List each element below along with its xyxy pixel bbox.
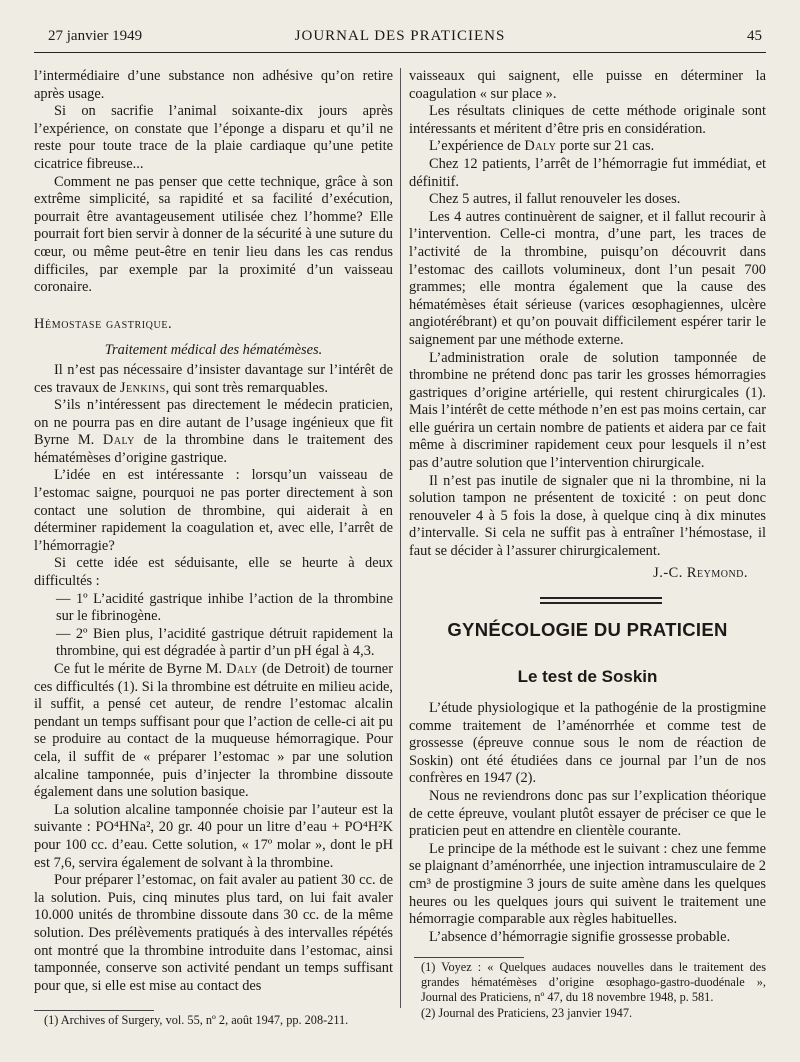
journal-title: JOURNAL DES PRATICIENS — [294, 28, 506, 44]
paragraph: Il n’est pas inutile de signaler que ni la thrombine, ni la solution tampon ne présentent de toxicité : on peut donc renouveler 4 à 5 fois la dose, à quelque cinq à dix minutes d’intervalle. Si cela ne suffit pas à entraîner l’hémostase, il faut se décider à l’assurer chirurgicalement. — [409, 472, 766, 560]
page-number: 45 — [747, 28, 762, 44]
text-run: , qui sont très remarquables. — [165, 379, 328, 396]
paragraph: Les 4 autres continuèrent de saigner, et il fallut recourir à l’intervention. Celle-ci montra, d’une part, les traces de l’activité de la thrombine, puisqu’on découvrit dans l’estomac des caillots volumineux, dont l’un pesait 700 grammes; elle montra également que la cause des hématémèses était sérieuse (varices œsophagiennes, ulcère angiotérébrant) et qu’on pouvait difficilement espérer tarir le saignement par une méthode externe. — [409, 208, 766, 348]
text-run: Il n’est pas nécessaire d’insister davantage sur l’intérêt de ces travaux de — [34, 361, 393, 396]
paragraph: L’étude physiologique et la pathogénie de la prostigmine comme traitement de l’aménorrhée et comme test de grossesse (épreuve connue sous le nom de réaction de Soskin) ont été étudiées dans ce journal par l’un de nos confrères en 1947 (2). — [409, 700, 766, 787]
list-item: — 1º L’acidité gastrique inhibe l’action de la thrombine sur le fibrinogène. — [56, 590, 393, 625]
footnote-left — [44, 1013, 394, 1028]
footnotes-right — [409, 960, 766, 1021]
footnote: (1) Voyez : « Quelques audaces nouvelles dans le traitement des grandes hématémèses d’origine œsophago-gastro-duodénale », Journal des Praticiens, nº 47, du 18 novembre 1948, p. 581. — [421, 960, 766, 1004]
author-name: Daly — [226, 661, 259, 677]
paragraph: Pour préparer l’estomac, on fait avaler au patient 30 cc. de la solution. Puis, cinq minutes plus tard, on lui fait avaler 10.000 unités de thrombine dissoute dans 30 cc. de la même solution. Des prélèvements pratiqués à des intervalles répétés ont montré que la thrombine introduite dans l’estomac, ainsi tamponnée, conserve son activité pendant un temps suffisant pour que, si elle est mise au contact des — [34, 872, 393, 994]
paragraph: La solution alcaline tamponnée choisie par l’auteur est la suivante : PO⁴HNa², 20 gr. 40 pour un litre d’eau + PO⁴H²K pour 100 cc. d’eau. Cette solution, « 17º molar », dont le pH est 7,6, servira également de solvant à la thrombine. — [34, 801, 393, 871]
page-header — [38, 26, 762, 48]
issue-date: 27 janvier 1949 — [48, 28, 143, 44]
paragraph: l’intermédiaire d’une substance non adhésive qu’on retire après usage. — [34, 68, 393, 102]
paragraph — [34, 362, 393, 397]
column-divider — [400, 68, 401, 1008]
paragraph: Chez 12 patients, l’arrêt de l’hémorragie fut immédiat, et définitif. — [409, 155, 766, 190]
paragraph: Nous ne reviendrons donc pas sur l’explication théorique de cette épreuve, voulant plutôt essayer de préciser ce que le praticien peut en attendre en clientèle courante. — [409, 787, 766, 840]
paragraph: Chez 5 autres, il fallut renouveler les doses. — [429, 191, 681, 208]
paragraph: Si cette idée est séduisante, elle se heurte à deux difficultés : — [34, 555, 393, 590]
article-title: Le test de Soskin — [517, 667, 658, 686]
subheading-traitement: Traitement médical des hématémèses. — [104, 342, 323, 359]
section-title: GYNÉCOLOGIE DU PRATICIEN — [447, 619, 728, 640]
header-rule — [34, 52, 766, 53]
paragraph: vaisseaux qui saignent, elle puisse en déterminer la coagulation « sur place ». — [409, 68, 766, 102]
paragraph: Les résultats cliniques de cette méthode originale sont intéressants et méritent d’être pris en considération. — [409, 103, 766, 137]
paragraph: L’administration orale de solution tamponnée de thrombine ne prétend donc pas tarir les grosses hémorragies gastriques d’origine artérielle, qui restent chirurgicales (1). Mais l’intérêt de cette méthode n’en est pas moins certain, car elle guérira un certain nombre de patients et aidera par ce fait même à discriminer rapidement ceux pour lesquels il n’est pas d’autre solution que l’intervention chirurgicale. — [409, 349, 766, 472]
list-item: — 2º Bien plus, l’acidité gastrique détruit rapidement la thrombine, qui est dégradée à partir d’un pH égal à 4,3. — [56, 625, 393, 660]
soskin-article — [409, 700, 766, 946]
text-run: de la thrombine dans le traitement des hématémèses d’origine gastrique. — [34, 432, 393, 466]
section-heading-hemostase: Hémostase gastrique. — [34, 315, 173, 332]
paragraph — [34, 661, 393, 802]
text-run: S’ils n’intéressent pas directement le médecin praticien, on ne pourra pas en dire autant de l’usage ingénieux que fit Byrne M. — [34, 397, 393, 449]
paragraph: Si on sacrifie l’animal soixante-dix jours après l’expérience, on constate que l’éponge a disparu et qu’il ne reste pour toute trace de la plaie cardiaque qu’une petite cicatrice fibreuse... — [34, 103, 393, 172]
text-run: Ce fut le mérite de Byrne M. — [54, 661, 227, 677]
right-column — [409, 68, 766, 582]
paragraph: Comment ne pas penser que cette technique, grâce à son extrême simplicité, sa rapidité et sa facilité d’exécution, pourrait être avantageusement utilisée chez l’homme? Elle pourrait fort bien servir à donner de la sécurité à une suture du cœur, ou même peut-être en tenir lieu dans les cas rendus difficiles, par exemple par la proximité d’un vaisseau coronaire. — [34, 173, 393, 296]
footnote: (1) Archives of Surgery, vol. 55, nº 2, août 1947, pp. 208-211. — [44, 1013, 349, 1027]
paragraph: L’idée en est intéressante : lorsqu’un vaisseau de l’estomac saigne, pourquoi ne pas porter directement à son contact une solution de thrombine, qui aiderait à en déterminer rapidement la coagulation et, avec elle, l’arrêt de l’hémorragie? — [34, 467, 393, 554]
text-run: L’expérience de — [429, 138, 525, 155]
left-column — [34, 68, 393, 995]
section-separator — [540, 597, 662, 604]
paragraph — [34, 397, 393, 467]
text-run: porte sur 21 cas. — [556, 138, 655, 155]
author-name: Daly — [524, 138, 557, 155]
paragraph: Le principe de la méthode est le suivant : chez une femme se plaignant d’aménorrhée, une injection intramusculaire de 2 cm³ de prostigmine 3 jours de suite amène dans les quelques heures ou les quelques jours qui suivent le traitement une hémorragie comparable aux règles habituelles. — [409, 840, 766, 928]
text-run: (de Detroit) de tourner ces difficultés (1). Si la thrombine est détruite en milieu acide, il suffit, a pensé cet auteur, de rendre l’estomac alcalin pendant un temps suffisant pour que l’action de celle-ci ait pu se produire au contact de la muqueuse hémorragique. Pour cela, il suffit de « préparer l’estomac » par une solution alcaline tamponnée, puis d’injecter la thrombine dissoute également dans une solution basique. — [34, 661, 393, 801]
author-signature: J.-C. Reymond. — [653, 564, 748, 581]
footnote: (2) Journal des Praticiens, 23 janvier 1947. — [421, 1006, 633, 1020]
paragraph — [409, 138, 766, 156]
author-name: Jenkins — [119, 379, 166, 396]
author-name: Daly — [102, 432, 135, 449]
footnote-rule — [34, 1010, 154, 1011]
footnote-rule — [414, 957, 524, 958]
paragraph: L’absence d’hémorragie signifie grossesse probable. — [429, 928, 731, 945]
